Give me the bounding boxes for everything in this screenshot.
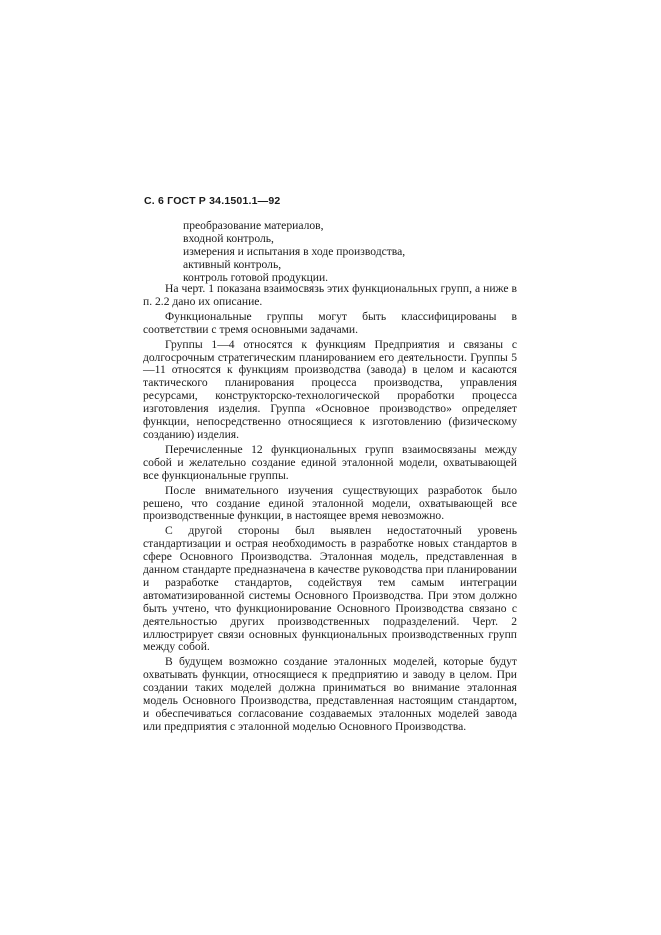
paragraph: После внимательного изучения существующих разработок было решено, что создание единой эталонной модели, охватывающей все производственные функции, в настоящее время невозможно. (143, 483, 517, 523)
body-text (143, 283, 517, 736)
paragraph: С другой стороны был выявлен недостаточный уровень стандартизации и острая необходимость в разработке новых стандартов в сфере Основного Производства. Эталонная модель, представленная в данном стандарте предназначена в качестве руководства при планировании и разработке стандартов, содействуя тем самым интеграции автоматизированной системы Основного Производства. При этом должно быть учтено, что функционирование Основного Производства связано с деятельностью других производственных подразделений. Черт. 2 иллюстрирует связи основных функциональных производственных групп между собой. (143, 524, 517, 654)
list-item: измерения и испытания в ходе производства, (183, 245, 406, 258)
page-header: С. 6 ГОСТ Р 34.1501.1—92 (144, 195, 281, 207)
function-list (183, 219, 523, 284)
paragraph: Группы 1—4 относятся к функциям Предприятия и связаны с долгосрочным стратегическим планированием его деятельности. Группы 5—11 относятся к функциям производства (завода) в целом и касаются тактического планирования процесса производства, управления ресурсами, конструкторско-технологической проработки процесса изготовления изделия. Группа «Основное производство» определяет функции, непосредственно относящиеся к изготовлению (физическому созданию) изделия. (143, 337, 517, 441)
paragraph: Функциональные группы могут быть классифицированы в соответствии с тремя основными задачами. (143, 309, 517, 336)
paragraph: В будущем возможно создание эталонных моделей, которые будут охватывать функции, относящиеся к предприятию и заводу в целом. При создании таких моделей должна приниматься во внимание эталонная модель Основного Производства, представленная настоящим стандартом, и обеспечиваться согласование создаваемых эталонных моделей завода или предприятия с эталонной моделью Основного Производства. (143, 655, 517, 733)
paragraph: На черт. 1 показана взаимосвязь этих функциональных групп, а ниже в п. 2.2 дано их описание. (143, 282, 517, 308)
list-item: преобразование материалов, (183, 219, 324, 232)
list-item: активный контроль, (183, 258, 282, 271)
list-item: контроль готовой продукции. (183, 271, 329, 284)
list-item: входной контроль, (183, 232, 274, 245)
paragraph: Перечисленные 12 функциональных групп взаимосвязаны между собой и желательно создание единой эталонной модели, охватывающей все функциональные группы. (143, 442, 517, 482)
